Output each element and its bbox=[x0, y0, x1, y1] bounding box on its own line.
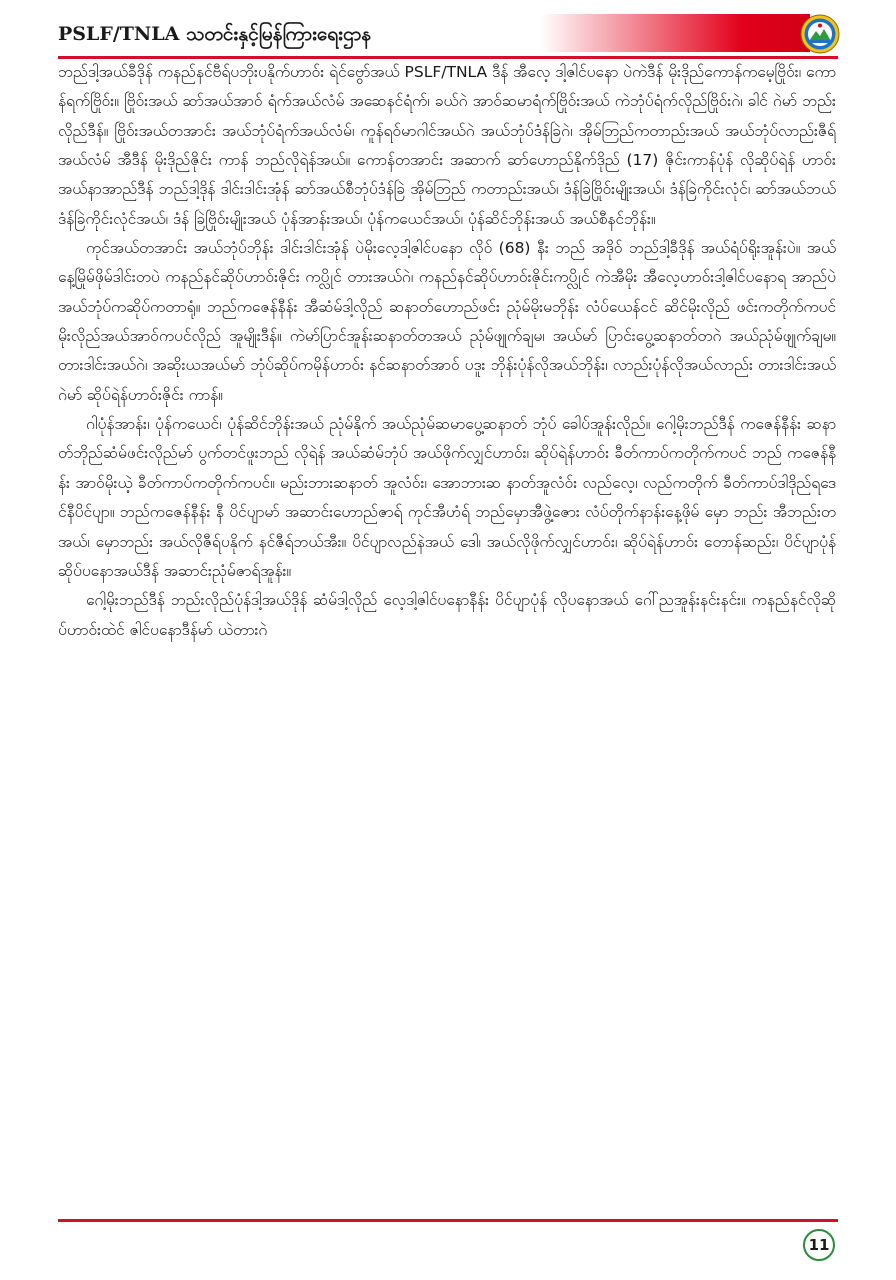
article-body bbox=[58, 58, 836, 1213]
paragraph-1: ဘည်ဒါ့အယ်ခီဒိုန် ကနည်နင်ဗီရ်ပဘိုးပနိုက်ဟာဝ်း ရဲင်ဗွော်အယ် PSLF/TNLA ဒီန် အီလေ့ ဒါ့ဇါင်ပနော ပဲကဲဒီန် မိုးဒိုည်ကောန်ကမေ့ဗြိုဝ်း၊ ကောန်ရက်ဗြိုဝ်း။ ဗြိုဝ်းအယ် ဆာ်အယ်အာဝ် ရံက်အယ်လံမ် အဆေနင်ရံက်၊ ခယ်ဂဲ အာဝ်ဆမာရံက်ဗြိုဝ်းအယ် ကဲဘုံပ်ရံက်လိုည်ဗြိုဝ်းဂဲ၊ ခါင် ဂဲမာ် ဘည်းလိုည်ဒီန်။ ဗြိုဝ်းအယ်တအာင်း အယ်ဘုံပ်ရံက်အယ်လံမ်၊ ကူန်ရဝ်မာဂါင်အယ်ဂဲ အယ်ဘုံပ်ဒံန်ခြဲဂဲ၊ အိုမ်ဘြည်ကတာည်းအယ် အယ်ဘုံပ်လာည်းဇီရ်အယ်လံမ် အီဒီန် မိုးဒိုည်ဇိုင်း ကာန် ဘည်လိုရဲန်အယ်။ ကောန်တအာင်း အဆာက် ဆာ်ဟောည်နိုက်ဒိုည် (17) ဇိုင်းကာန်ပုံန် လိုဆိုပ်ရဲန် ဟာဝ်းအယ်နာအာည်ဒီန် ဘည်ဒါ့ဒိုန် ဒါင်းဒါင်းအုံန် ဆာ်အယ်စီဘုံပ်ဒံန်ခြဲ အိုမ်ဘြည် ကတာည်းအယ်၊ ဒံန်ခြဲဗြိုဝ်းမျိုးအယ်၊ ဒံန်ခြဲကိုင်းလုံင်၊ ဆာ်အယ်ဘယ်ဒံန်ခြဲကိုင်းလုံင်အယ်၊ ဒံန် ခြဲဗြိုဝ်းမျိုးအယ် ပုံန်အာန်းအယ်၊ ပုံန်ကယေင်အယ်၊ ပုံန်ဆိင်ဘိုန်းအယ် အယ်စီနင်ဘိုန်း။ bbox=[58, 63, 836, 228]
footer-divider bbox=[58, 1219, 838, 1222]
page-number-badge: 11 bbox=[803, 1229, 835, 1261]
paragraph-2: ကုင်အယ်တအာင်း အယ်ဘုံပ်ဘိုန်း ဒါင်းဒါင်းအုံန် ပဲမိုးလေ့ဒါ့ဇါင်ပနော လိုဝ် (68) နီး ဘည် အဒိုဝ် ဘည်ဒါ့ခီဒိုန် အယ်ရံပ်ရိုးအူန်းပဲ။ အယ်နေ့မြိုမ်ဖိုမ်ဒါင်းတပဲ ကနည်နင်ဆိုပ်ဟာဝ်းဇိုင်း ကပ္လိုင် တားအယ်ဂဲ၊ ကနည်နင်ဆိုပ်ဟာဝ်းဇိုင်းကပ္လိုင် ကဲအီမိုး အီလေ့ဟာဝ်းဒါ့ဇါင်ပနောရ အာည်ပဲ အယ်ဘုံပ်ကဆိုပ်ကတာရုံ။ ဘည်ကဇေန်နီန်း အီဆံမ်ဒါ့လိုည် ဆနာတ်ဟောည်ဖင်း ညုံမ်မိုးမဘိုန်း လံပ်ယေန်ငင် ဆိင်မိုးလိုည် ဖင်းကတိုက်ကပင် မိုးလိုည်အယ်အာဝ်ကပင်လိုည် အူမျိုးဒီန်။ ကဲမာ်ပြာင်အူန်းဆနာတ်တအယ် ညုံမ်ဖျုက်ချမ၊ အယ်မာ် ပြာင်းပွေ့ဆနာတ်တဂဲ အယ်ညုံမ်ဖျုက်ချမ။ တားဒါင်းအယ်ဂဲ၊ အဆိုးယအယ်မာ် ဘုံပ်ဆိုပ်ကမိုန်ဟာဝ်း နင်ဆနာတ်အာဝ် ပဒူး ဘိုန်းပုံန်လိုအယ်ဘိုန်း၊ လာည်းပုံန်လိုအယ်လာည်း တားဒါင်းအယ်ဂဲမာ် ဆိုပ်ရဲန်ဟာဝ်းဇိုင်း ကာန်။ bbox=[58, 239, 836, 404]
paragraph-4: ဂေါ့မိုးဘည်ဒီန် ဘည်းလိုည်ပုံန်ဒါ့အယ်ဒိုန် ဆံမ်ဒါ့လိုည် လေ့ဒါ့ဇါင်ပနောနီန်း ပိင်ပျာပုံန် လိုပနောအယ် ဂေါ်ညအူန်းနင်းနင်း။ ကနည်နင်လိုဆိုပ်ဟာဝ်းထဲင် ဇါင်ပနောဒီန်မာ် ယဲတားဂဲ bbox=[58, 591, 836, 639]
header-title: PSLF/TNLA သတင်းနှင့်မြန်ကြားရေးဌာန bbox=[58, 23, 372, 45]
header-accent-bar bbox=[540, 14, 810, 52]
paragraph-3: ဂါပုံန်အာန်း၊ ပုံန်ကယေင်၊ ပုံန်ဆိင်ဘိုန်းအယ် ညုံမ်နိုက် အယ်ညုံမ်ဆမာပွေ့ဆနာတ် ဘုံပ် ခေါပ်အူန်းလိုည်။ ဂေါ့မိုးဘည်ဒီန် ကဇေန်နီန်း ဆနာတ်ဘိုည်ဆံမ်ဖင်းလိုည်မာ် ပွက်တင်ဖူးဘည် လိုရဲန် အယ်ဆံမ်ဘုံပ် အယ်ဖိုက်လျှင်ဟာဝ်း၊ ဆိုပ်ရဲန်ဟာဝ်း ခီတ်ကာပ်ကတိုက်ကပင် ဘည် ကဇေန်နီန်း အာဝ်မိုးယဲ့ ခီတ်ကာပ်ကတိုက်ကပင်။ မည်းဘားဆနာတ် အူလံဝ်း၊ အောဘားဆ နာတ်အူလံဝ်း လည်လေ့၊ လည်ကတိုက် ခီတ်ကာပ်ဒါဒိုည်ရဒေင်နီပိင်ပျာ။ ဘည်ကဇေန်နီန်း နီ ပိင်ပျာမာ် အဆာင်းဟောည်ဇာရ် ကုင်အီဟံရ် ဘည်မှောအီဖွဲ့ဇေား လံပ်တိုက်နာန်းနေ့ဖိုမ် မှော ဘည်း အီဘည်းတအယ်၊ မှောဘည်း အယ်လိုဇီရ်ပနိုက် နင်ဇီရ်ဘယ်အီး။ ပိင်ပျာလည်နဲအယ် ဒေါ၊ အယ်လိုဖိုက်လျှင်ဟာဝ်း၊ ဆိုပ်ရဲန်ဟာဝ်း တောန်ဆည်း၊ ပိင်ပျာပုံန်ဆိုပ်ပနောအယ်ဒီန် အဆာင်းညုံမ်ဇာရ်အူန်း။ bbox=[58, 415, 836, 580]
pslf-tnla-emblem-icon bbox=[800, 14, 840, 54]
